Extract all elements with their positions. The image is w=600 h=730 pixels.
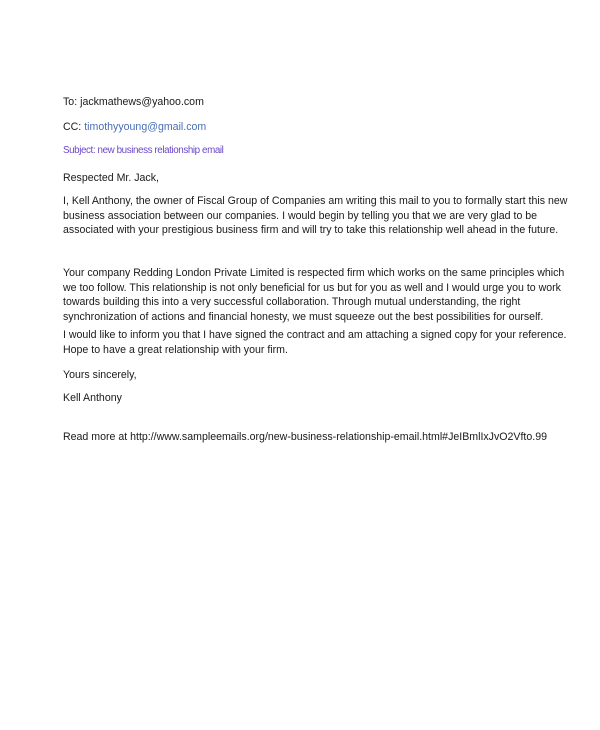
closing: Yours sincerely,	[63, 369, 137, 381]
paragraph-1-line: I, Kell Anthony, the owner of Fiscal Group of Companies am writing this mail to you to formally start this new	[63, 195, 568, 207]
cc-line	[63, 120, 206, 135]
signature: Kell Anthony	[63, 392, 122, 404]
subject-label: Subject:	[63, 145, 96, 156]
cc-label: CC:	[63, 121, 82, 133]
paragraph-2-line: we too follow. This relationship is not only beneficial for us but for you as well and I would urge you to work	[63, 281, 561, 294]
subject-value: new business relationship email	[97, 145, 224, 156]
cc-address: timothyyoung@gmail.com	[84, 121, 207, 133]
paragraph-3-line: I would like to inform you that I have signed the contract and am attaching a signed copy for your reference.	[63, 329, 567, 341]
paragraph-1-line: business association between our companies. I would begin by telling you that we are very glad to be	[63, 209, 538, 222]
paragraph-2	[63, 266, 563, 324]
to-address: jackmathews@yahoo.com	[80, 96, 204, 108]
paragraph-2-line: towards building this into a very successful collaboration. Through mutual understanding, the right	[63, 296, 521, 309]
paragraph-3	[63, 328, 567, 357]
salutation: Respected Mr. Jack,	[63, 172, 159, 184]
subject-line	[63, 144, 223, 159]
to-label: To:	[63, 96, 78, 108]
paragraph-1-line: associated with your prestigious business firm and will try to take this relationship well ahead in the future.	[63, 224, 559, 237]
read-more-link[interactable]: Read more at http://www.sampleemails.org/new-business-relationship-email.html#JeIBmlIxJvO2Vfto.99	[63, 431, 547, 443]
paragraph-2-line: Your company Redding London Private Limited is respected firm which works on the same principles which	[63, 267, 565, 279]
to-line	[63, 95, 204, 110]
paragraph-2-line: synchronization of actions and financial honesty, we must squeeze out the best possibilities for ourself.	[63, 310, 544, 323]
paragraph-3-line: Hope to have a great relationship with your firm.	[63, 343, 288, 356]
paragraph-1	[63, 194, 568, 238]
